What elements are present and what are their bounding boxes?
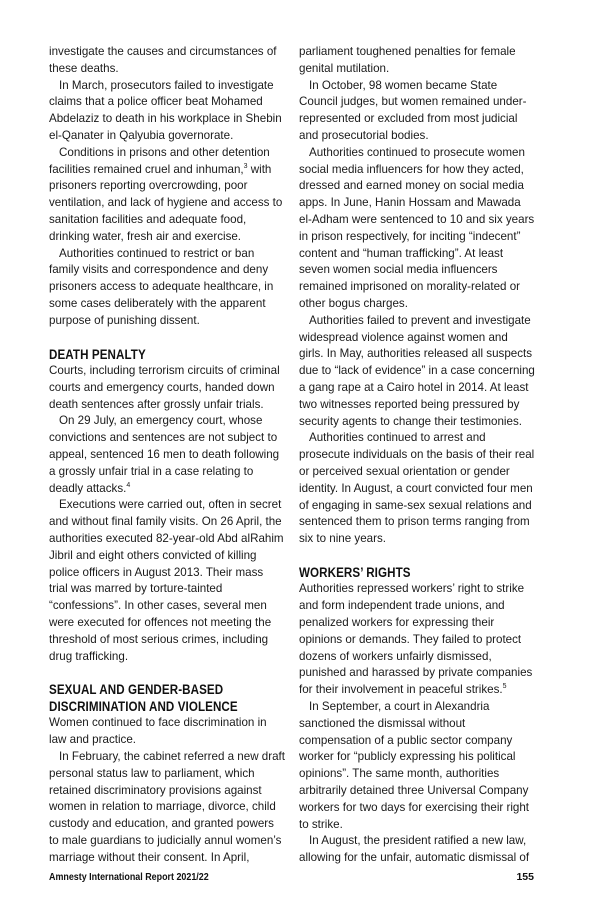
paragraph-text: with prisoners reporting overcrowding, poor ventilation, and lack of hygiene and access to sanitation facilities and adequate food, drinking water, fresh air and exercise. xyxy=(49,162,283,243)
section-heading-death-penalty: DEATH PENALTY xyxy=(49,346,146,362)
paragraph: Executions were carried out, often in secret and without final family visits. On 26 April, the authorities executed 82-year-old Abd alRahim Jibril and eight others convicted of killing police officers in August 2013. Their mass trial was marred by torture-tainted “confessions”. In other cases, several men were executed for offences not meeting the threshold of most serious crimes, including drug trafficking. xyxy=(49,498,284,663)
section-heading-sgbd-line1: SEXUAL AND GENDER-BASED xyxy=(49,682,224,698)
paragraph xyxy=(49,413,285,497)
paragraph: In March, prosecutors failed to investigate claims that a police officer beat Mohamed Abdelaziz to death in his workplace in Shebin el-Qanater in Qalyubia governorate. xyxy=(49,78,282,142)
footnote-ref: 5 xyxy=(502,683,507,691)
paragraph xyxy=(299,581,535,699)
paragraph-text: On 29 July, an emergency court, whose convictions and sentences are not subject to appeal, sentenced 16 men to death following a grossly unfair trial in a case relating to deadly attacks. xyxy=(49,414,280,495)
paragraph: parliament toughened penalties for female genital mutilation. xyxy=(299,45,516,75)
left-column xyxy=(49,44,285,867)
section-heading-workers-rights: WORKERS’ RIGHTS xyxy=(299,564,411,580)
footer-publication: Amnesty International Report 2021/22 xyxy=(49,871,209,883)
paragraph: Women continued to face discrimination in law and practice. xyxy=(49,716,267,747)
paragraph: In September, a court in Alexandria sanctioned the dismissal without compensation of a public sector company worker for “publicly expressing his political opinions”. The same month, authorities arbitrarily detained three Universal Company workers for two days for exercising their right to strike. xyxy=(299,699,530,831)
paragraph: Authorities continued to restrict or ban family visits and correspondence and deny prisoners access to adequate healthcare, in some cases deliberately with the apparent purpose of punishing dissent. xyxy=(49,246,274,327)
footer-page-number: 155 xyxy=(516,871,534,883)
paragraph: Authorities continued to arrest and prosecute individuals on the basis of their real or perceived sexual orientation or gender identity. In August, a court convicted four men of engaging in same-sex sexual relations and sentenced them to prison terms ranging from six to nine years. xyxy=(299,431,535,546)
paragraph: investigate the causes and circumstances of these deaths. xyxy=(49,45,277,75)
paragraph: Authorities continued to prosecute women social media influencers for how they acted, dressed and earned money on social media apps. In June, Hanin Hossam and Mawada el-Adham were sentenced to 10 and six years in prison respectively, for inciting “indecent” content and “human trafficking”. At least seven women social media influencers remained imprisoned on morality-related or other bogus charges. xyxy=(299,145,535,310)
paragraph: In February, the cabinet referred a new draft personal status law to parliament, which retained discriminatory provisions against women in relation to marriage, divorce, child custody and education, and granted powers to male guardians to judicially annul women’s marriage without their consent. In April, xyxy=(49,749,285,864)
right-column xyxy=(299,44,535,867)
footnote-ref: 4 xyxy=(126,481,131,489)
footnote-ref: 3 xyxy=(243,162,248,170)
paragraph: Authorities failed to prevent and investigate widespread violence against women and girls. In May, authorities released all suspects due to “lack of evidence” in a case concerning a gang rape at a Cairo hotel in 2014. At least two witnesses reported being pressured by security agents to change their testimonies. xyxy=(299,313,535,428)
paragraph xyxy=(49,145,285,246)
paragraph: In August, the president ratified a new law, allowing for the unfair, automatic dismissal of xyxy=(299,834,530,865)
paragraph: Courts, including terrorism circuits of criminal courts and emergency courts, handed down death sentences after grossly unfair trials. xyxy=(49,364,280,411)
paragraph-text: Conditions in prisons and other detention facilities remained cruel and inhuman, xyxy=(49,145,270,176)
section-heading-sgbd-line2: DISCRIMINATION AND VIOLENCE xyxy=(49,698,238,714)
paragraph: In October, 98 women became State Council judges, but women remained under-represented or excluded from most judicial and prosecutorial bodies. xyxy=(299,78,527,142)
paragraph-text: Authorities repressed workers’ right to strike and form independent trade unions, and penalized workers for expressing their opinions or demands. They failed to protect dozens of workers unfairly dismissed, punished and harassed by private companies for their involvement in peaceful strikes. xyxy=(299,582,533,697)
